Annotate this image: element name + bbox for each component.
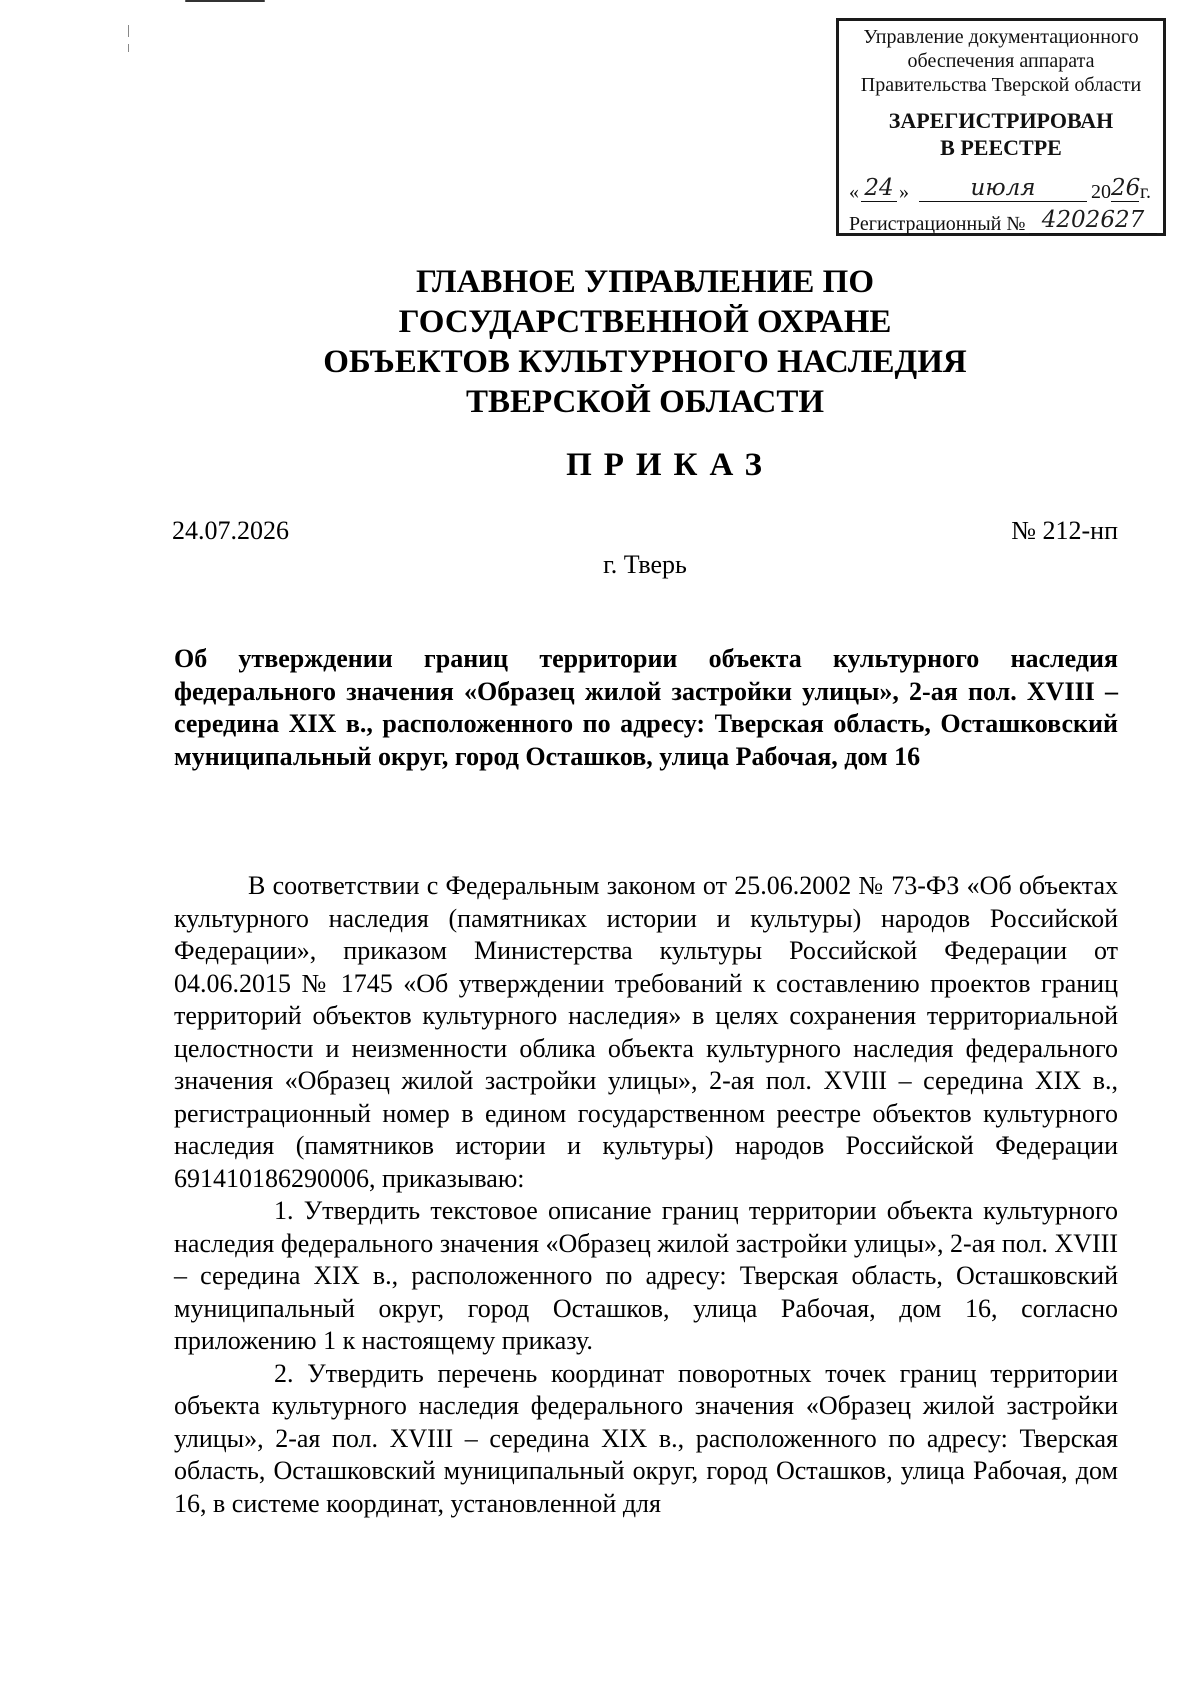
stamp-date-month: июля [919,175,1087,202]
stamp-reg-number-label: Регистрационный № [849,213,1026,235]
stamp-reg-number [849,207,1159,237]
agency-line: ГОСУДАРСТВЕННОЙ ОХРАНЕ [398,304,892,340]
document-type: ПРИКАЗ [566,447,774,483]
stamp-registered-line: В РЕЕСТРЕ [940,135,1062,160]
stamp-date-open-quote: « [849,181,859,203]
agency-line: ГЛАВНОЕ УПРАВЛЕНИЕ ПО [416,264,874,300]
document-city: г. Тверь [603,550,687,579]
registration-stamp [836,18,1166,236]
stamp-year-prefix: 20 [1091,181,1111,203]
body-item: 1. Утвердить текстовое описание границ территории объекта культурного наследия федерального значения «Образец жилой застройки улицы», 2-ая пол. XVIII – середина XIX в., расположенного по адресу: Тверская область, Осташковский муниципальный округ, город Осташков, улица Рабочая, дом 16, согласно приложению 1 к настоящему приказу. [174,1196,1118,1355]
stamp-org-line: Управление документационного [863,26,1139,48]
scan-mark [128,25,129,37]
stamp-year-end: г. [1140,181,1151,203]
stamp-date [849,177,1159,209]
stamp-org-line: Правительства Тверской области [860,74,1142,96]
document-subject: Об утверждении границ территории объекта культурного наследия федерального значения «Образец жилой застройки улицы», 2-ая пол. XVIII – середина XIX в., расположенного по адресу: Тверская область, Осташковский муниципальный округ, город Осташков, улица Рабочая, дом 16 [174,644,1118,771]
agency-line: ОБЪЕКТОВ КУЛЬТУРНОГО НАСЛЕДИЯ [323,344,967,380]
document-date: 24.07.2026 [172,516,289,545]
scan-mark [185,0,265,2]
stamp-organization [839,25,1163,97]
body-preamble: В соответствии с Федеральным законом от 25.06.2002 № 73-ФЗ «Об объектах культурного наследия (памятниках истории и культуры) народов Российской Федерации», приказом Министерства культуры Российской Федерации от 04.06.2015 № 1745 «Об утверждении требований к составлению проектов границ территорий объектов культурного наследия» в целях сохранения территориальной целостности и неизменности облика объекта культурного наследия федерального значения «Образец жилой застройки улицы», 2-ая пол. XVIII – середина XIX в., регистрационный номер в едином государственном реестре объектов культурного наследия (памятников истории и культуры) народов Российской Федерации 691410186290006, приказываю: [174,871,1118,1193]
document-body [174,870,1118,1520]
body-item: 2. Утвердить перечень координат поворотных точек границ территории объекта культурного наследия федерального значения «Образец жилой застройки улицы», 2-ая пол. XVIII – середина XIX в., расположенного по адресу: Тверская область, Осташковский муниципальный округ, город Осташков, улица Рабочая, дом 16, в системе координат, установленной для [174,1358,1118,1518]
scan-mark [128,44,129,52]
stamp-date-close-quote: » [899,181,909,203]
agency-line: ТВЕРСКОЙ ОБЛАСТИ [465,384,825,420]
stamp-org-line: обеспечения аппарата [907,50,1095,72]
agency-name [210,262,1080,422]
stamp-year-suffix: 26 [1111,175,1141,201]
stamp-registered-label [839,107,1163,161]
stamp-reg-number-value: 4202627 [1029,207,1157,234]
document-number: № 212-нп [1011,516,1118,545]
stamp-date-day: 24 [861,175,897,202]
stamp-registered-line: ЗАРЕГИСТРИРОВАН [888,108,1114,133]
